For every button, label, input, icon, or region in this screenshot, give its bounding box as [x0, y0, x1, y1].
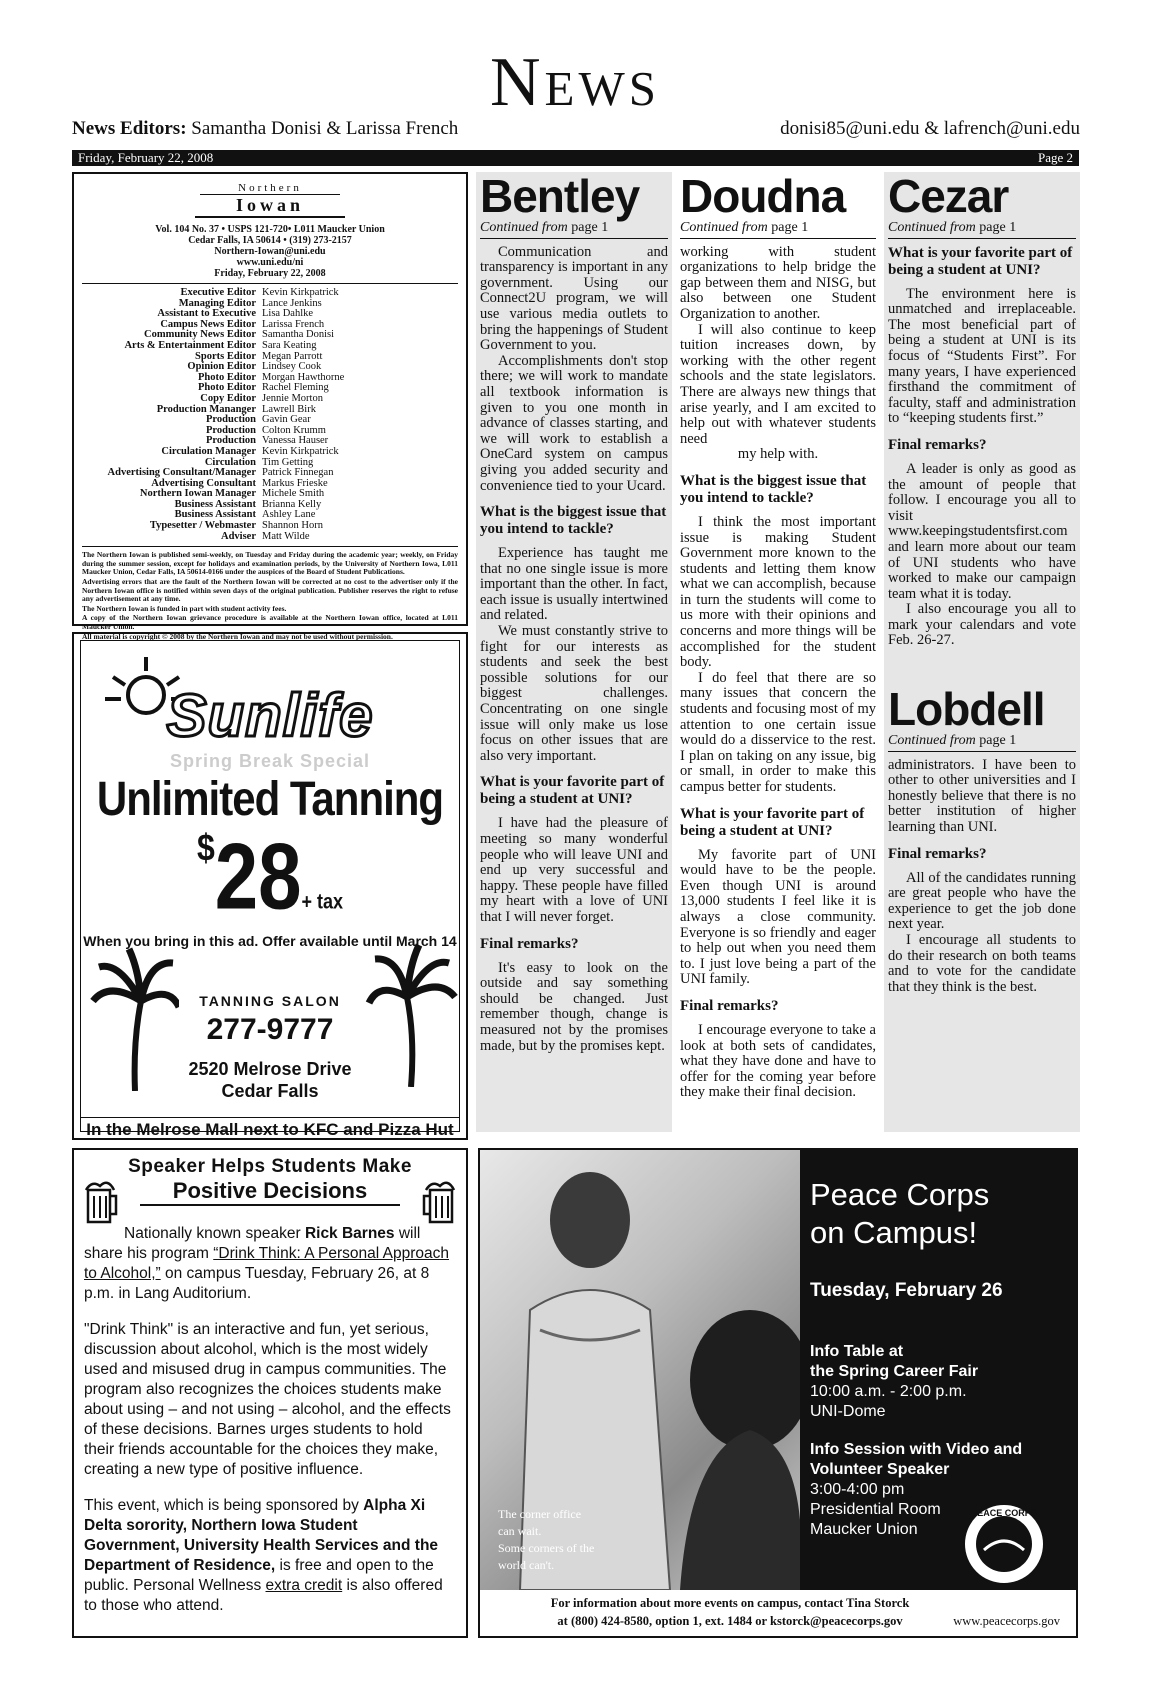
issue-date: Friday, February 22, 2008 [78, 150, 214, 165]
salon-label: TANNING SALON [199, 993, 341, 1009]
article-paragraph: All of the candidates running are great people who have the experience to get the job done next year. [888, 869, 1076, 933]
article-paragraph: administrators. I have been to other to other universities and I honestly believe that there is no better institution of higher learning than UNI. [888, 756, 1076, 836]
continued-page: page 1 [979, 220, 1017, 235]
staff-name: Matt Wilde [262, 530, 310, 542]
staff-role: Production Mananger [156, 403, 256, 415]
speaker-name: Rick Barnes [304, 1225, 395, 1242]
staff-row [82, 447, 458, 458]
masthead-info-line: Friday, February 22, 2008 [214, 268, 326, 279]
editors-label: News Editors: [72, 118, 187, 139]
staff-name: Lisa Dahlke [262, 308, 314, 320]
speaker-headline-line1: Speaker Helps Students Make [128, 1156, 412, 1177]
beer-mug-icon [418, 1180, 458, 1226]
page-number: Page 2 [1037, 150, 1073, 165]
info-session-place: Maucker Union [810, 1521, 918, 1538]
question-heading: Final remarks? [888, 845, 987, 862]
question-heading: Final remarks? [888, 436, 987, 453]
staff-name: Gavin Gear [262, 414, 311, 426]
price-amount: 28 [214, 823, 302, 929]
staff-name: Vanessa Hauser [262, 435, 329, 447]
footer-contact [530, 1594, 930, 1630]
info-session-heading: Volunteer Speaker [810, 1461, 950, 1478]
seal-text: PEACE CORPS [971, 1508, 1037, 1518]
speaker-headline-line2: Positive Decisions [140, 1178, 400, 1206]
masthead-divider [82, 283, 458, 284]
peace-corps-date: Tuesday, February 26 [810, 1280, 1003, 1301]
article-paragraph: I think the most important issue is making Student Government more known to the students and letting them know what we can accomplish, because in turn the students will come to us more with their opinions and concerns and more things will be accomplished for the student body. [680, 513, 876, 671]
peace-corps-website: www.peacecorps.gov [953, 1614, 1060, 1628]
article-headline: Lobdell [888, 683, 1045, 736]
staff-role: Typesetter / Webmaster [149, 520, 256, 532]
article-paragraph: Communication and transparency is important in any government. Using our Connect2U program, we will use various media outlets to bring the happenings of Student Government to you. [480, 243, 668, 354]
caption-line: Some corners of the [498, 1541, 595, 1555]
question-heading: Final remarks? [480, 935, 579, 952]
staff-name: Lawrell Birk [262, 403, 316, 415]
article-paragraph: We must constantly strive to fight for our interests as students and seek the best possible solutions for our biggest challenges. Concentrating on one single issue will only make us lose focus on other issues that are also very important. [480, 623, 668, 764]
staff-role: Arts & Entertainment Editor [124, 339, 256, 351]
tanning-price [81, 822, 459, 931]
article-paragraph: working with student organizations to help bridge the gap between them and NISG, but also between one Student Organization to another. [680, 243, 876, 322]
fine-print-paragraph: A copy of the Northern Iowan grievance procedure is available at the Northern Iowan office, located at L011 Maucker Union. [82, 613, 458, 631]
spring-break-special: Spring Break Special [169, 751, 371, 771]
section-title: News [490, 44, 660, 121]
info-table-place: UNI-Dome [810, 1403, 886, 1420]
masthead-info-line: Cedar Falls, IA 50614 • (319) 273-2157 [188, 235, 352, 246]
article-paragraph: The environment here is unmatched and irreplaceable. The most beneficial part of being a student at UNI is its focus of “Students First”. For many years, I have experienced firsthand the commitment of faculty, staff and administration to “keeping students first.” [888, 285, 1076, 427]
fine-print-paragraph: The Northern Iowan is published semi-weekly, on Tuesday and Friday during the academic year; weekly, on Friday during the summer session, except for holidays and examination periods, by the University of Northern Iowa, L011 Maucker Union, Cedar Falls, IA 50614-0166 under the auspices of the Board of Student Publications. [82, 550, 458, 577]
fine-print-paragraph: Advertising errors that are the fault of the Northern Iowan will be corrected at no cost to the advertiser only if the Northern Iowan office is notified within seven days of the original publication. Publisher reserves the right to refuse any advertisement at any time. [82, 577, 458, 604]
article-headline: Doudna [680, 170, 846, 222]
article-headline: Bentley [480, 170, 640, 222]
masthead-info-line: www.uni.edu/ni [236, 257, 304, 268]
staff-role: Production [206, 414, 256, 426]
footer-line: For information about more events on campus, contact Tina Storck [550, 1596, 910, 1610]
article-paragraph: My favorite part of UNI would have to be the people. Even though UNI is around 13,000 students I feel like it is always a close community. Everyone is so friendly and eager to help out when you need them to. I just love being a part of the UNI family. [680, 846, 876, 988]
unlimited-tanning-headline: Unlimited Tanning [96, 771, 444, 826]
article-headline: Cezar [888, 170, 1009, 222]
staff-role: Photo Editor [197, 382, 256, 394]
staff-name: Brianna Kelly [262, 498, 322, 510]
question-heading: What is your favorite part of being a student at UNI? [888, 244, 1073, 278]
article-paragraph: my help with. [737, 446, 819, 463]
staff-role: Community News Editor [144, 329, 256, 341]
staff-row [82, 532, 458, 543]
salon-address: 2520 Melrose Drive [188, 1059, 352, 1079]
question-heading: What is your favorite part of being a student at UNI? [480, 774, 665, 808]
staff-row [82, 341, 458, 352]
article-paragraph: Experience has taught me that no one single issue is more important than the other. In fact, each issue is usually intertwined and related. [480, 545, 668, 624]
salon-phone: 277-9777 [206, 1013, 334, 1046]
speaker-paragraph [84, 1224, 456, 1304]
staff-role: Business Assistant [174, 498, 256, 510]
caption-line: can wait. [498, 1524, 542, 1538]
bentley-article [476, 172, 672, 1132]
masthead-box [72, 172, 468, 641]
doudna-article [680, 172, 876, 1132]
cezar-lobdell-column [884, 172, 1080, 1132]
staff-name: Lance Jenkins [262, 297, 322, 309]
staff-role: Northern Iowan Manager [139, 488, 256, 500]
staff-name: Tim Getting [262, 456, 314, 468]
speaker-paragraph: "Drink Think" is an interactive and fun, yet serious, discussion about alcohol, which is the most widely used and misused drug in campus communities. The program also recognizes the choices students make about using – and not using – alcohol, and the effects of these decisions. Barnes urges students to hold their friends accountable for the choices they make, creating a new type of positive influence. [84, 1321, 451, 1478]
staff-role: Sports Editor [195, 350, 256, 362]
caption-line: world can't. [498, 1558, 555, 1572]
staff-name: Rachel Fleming [262, 382, 329, 394]
masthead-divider [82, 546, 458, 547]
caption-line: The corner office [498, 1507, 582, 1521]
sunlife-logo [81, 681, 459, 750]
peace-corps-seal-icon [962, 1502, 1046, 1586]
article-paragraph: It's easy to look on the outside and say something should be changed. Just remember though, change is measured not by the promises made, but by the promises kept. [480, 959, 668, 1054]
salon-city: Cedar Falls [221, 1081, 319, 1101]
continued-line [888, 733, 1076, 752]
masthead-northern: Northern [200, 182, 340, 195]
speaker-text: will share his program [84, 1225, 421, 1262]
continued-line [888, 220, 1076, 239]
info-session-time: 3:00-4:00 pm [810, 1481, 905, 1498]
staff-role: Assistant to Executive [157, 308, 256, 320]
editors-emails: donisi85@uni.edu & lafrench@uni.edu [780, 118, 1080, 139]
staff-name: Jennie Morton [262, 392, 323, 404]
question-heading: What is the biggest issue that you intend to tackle? [680, 472, 867, 506]
info-table-heading: Info Table at [810, 1343, 904, 1360]
speaker-text: Nationally known speaker [124, 1225, 305, 1242]
staff-role: Production [206, 424, 256, 436]
fine-print-paragraph: All material is copyright © 2008 by the Northern Iowan and may not be used without permission. [82, 631, 393, 641]
info-table-time: 10:00 a.m. - 2:00 p.m. [810, 1383, 967, 1400]
sunlife-logo-text: Sunlife [166, 682, 374, 749]
staff-name: Larissa French [262, 318, 325, 330]
staff-role: Executive Editor [180, 287, 256, 298]
question-heading: What is the biggest issue that you intend to tackle? [480, 504, 667, 538]
masthead-info-line: Northern-Iowan@uni.edu [214, 246, 326, 257]
sunlife-ad-frame [80, 640, 460, 1139]
staff-role: Copy Editor [200, 392, 256, 404]
speaker-text: is also offered to those who attend. [84, 1577, 443, 1614]
info-table-heading: the Spring Career Fair [810, 1363, 979, 1380]
article-paragraph: Accomplishments don't stop there; we will work to mandate all textbook information is given to you one month in advance of classes starting, and we will work to establish a OneCard system on campus giving you added security and convenience tied to your Ucard. [480, 352, 668, 494]
speaker-text: This event, which is being sponsored by [84, 1497, 364, 1514]
event-sponsors: Alpha Xi Delta sorority, Northern Iowa Student Government, University Health Services and the Department of Residence, [84, 1497, 439, 1574]
staff-name: Ashley Lane [262, 509, 316, 521]
continued-label: Continued from [888, 220, 976, 235]
staff-name: Markus Frieske [262, 477, 328, 489]
staff-name: Michele Smith [262, 488, 325, 500]
staff-name: Samantha Donisi [262, 329, 335, 341]
staff-name: Sara Keating [262, 339, 317, 351]
continued-label: Continued from [888, 733, 976, 749]
staff-name: Patrick Finnegan [262, 467, 334, 479]
staff-role: Photo Editor [197, 371, 256, 383]
masthead-info [82, 224, 458, 279]
footer-line: at (800) 424-8580, option 1, ext. 1484 or kstorck@peacecorps.gov [557, 1614, 903, 1628]
article-paragraph: I will also continue to keep tuition increases down, by working with the other regent schools and the state legislators. There are always new things that arise yearly, and I am excited to help out with whatever students need [680, 321, 876, 447]
offer-text: When you bring in this ad. Offer available until March 14 [83, 933, 457, 949]
staff-role: Advertising Consultant/Manager [107, 467, 256, 479]
staff-role: Circulation [204, 456, 256, 468]
info-session-heading: Info Session with Video and [810, 1441, 1023, 1458]
peace-corps-title [810, 1176, 989, 1252]
peace-corps-title-line: on Campus! [810, 1215, 978, 1250]
editors-names: Samantha Donisi & Larissa French [191, 118, 459, 139]
editors-line [72, 118, 458, 140]
continued-label: Continued from [680, 220, 768, 235]
staff-name: Kevin Kirkpatrick [262, 445, 339, 457]
extra-credit-text: extra credit [265, 1577, 343, 1594]
staff-role: Managing Editor [178, 297, 256, 309]
masthead-iowan: Iowan [195, 195, 345, 218]
staff-role: Adviser [221, 530, 256, 542]
info-session-room: Presidential Room [810, 1501, 941, 1518]
article-paragraph: I have had the pleasure of meeting so many wonderful people who will leave UNI and end up very successful and happy. These people have filled my heart with a love of UNI that I will never forget. [480, 815, 668, 925]
article-paragraph: I encourage all students to do their research on both teams and to vote for the candidate that they think is the best. [888, 932, 1076, 995]
article-paragraph: I encourage everyone to take a look at both sets of candidates, what they have done and have to offer for the coming year before they make their final decision. [680, 1021, 876, 1101]
continued-page: page 1 [979, 733, 1017, 749]
program-title: “Drink Think: A Personal Approach to Alcohol,” [84, 1245, 450, 1282]
speaker-text: on campus Tuesday, February 26, at 8 p.m. in Lang Auditorium. [84, 1265, 430, 1302]
date-bar [72, 150, 1079, 166]
peace-corps-title-line: Peace Corps [810, 1177, 990, 1212]
staff-role: Production [206, 435, 256, 447]
masthead-fine-print [82, 551, 458, 641]
staff-role: Opinion Editor [187, 361, 256, 373]
staff-role: Business Assistant [174, 509, 256, 521]
staff-role: Advertising Consultant [151, 477, 256, 489]
staff-list [82, 288, 458, 542]
article-paragraph: A leader is only as good as the amount of people that follow. I encourage you all to visit www.keepingstudentsfirst.com and learn more about our team of UNI students who have worked to make our campaign team what it is today. [888, 460, 1076, 602]
staff-name: Morgan Hawthorne [262, 371, 345, 383]
speaker-event-box [72, 1148, 468, 1638]
article-paragraph: I do feel that there are so many issues that concern the students and focusing most of my attention to one certain issue would do a disservice to the rest. I plan on taking on any issue, big or small, in order to make this campus better for students. [680, 669, 876, 795]
speaker-paragraph [84, 1496, 456, 1616]
speaker-text: is free and open to the public. Personal Wellness [84, 1557, 434, 1594]
staff-name: Kevin Kirkpatrick [262, 287, 339, 298]
continued-line [680, 220, 876, 239]
speaker-body [84, 1224, 456, 1616]
staff-name: Megan Parrott [262, 350, 323, 362]
staff-row [82, 394, 458, 405]
masthead-info-line: Vol. 104 No. 37 • USPS 121-720• L011 Maucker Union [155, 224, 385, 235]
fine-print-paragraph: The Northern Iowan is funded in part with student activity fees. [82, 603, 287, 613]
staff-role: Circulation Manager [161, 445, 256, 457]
continued-line [480, 220, 668, 239]
beer-mug-icon [82, 1180, 122, 1226]
continued-label: Continued from [480, 220, 568, 235]
price-tax: + tax [301, 889, 344, 914]
peace-corps-ad [478, 1148, 1078, 1638]
article-paragraph: I also encourage you all to mark your calendars and vote Feb. 26-27. [888, 601, 1076, 649]
question-heading: Final remarks? [680, 997, 779, 1014]
staff-name: Lindsey Cook [262, 361, 322, 373]
staff-role: Campus News Editor [160, 318, 256, 330]
sunlife-ad [72, 632, 468, 1140]
continued-page: page 1 [571, 220, 609, 235]
question-heading: What is your favorite part of being a student at UNI? [680, 805, 865, 839]
price-dollar-sign: $ [196, 825, 215, 869]
staff-name: Colton Krumm [262, 424, 326, 436]
salon-location: In the Melrose Mall next to KFC and Pizza Hut [81, 1117, 459, 1140]
staff-row [82, 288, 458, 299]
staff-name: Shannon Horn [262, 520, 323, 532]
continued-page: page 1 [771, 220, 809, 235]
photo-caption [498, 1506, 594, 1574]
